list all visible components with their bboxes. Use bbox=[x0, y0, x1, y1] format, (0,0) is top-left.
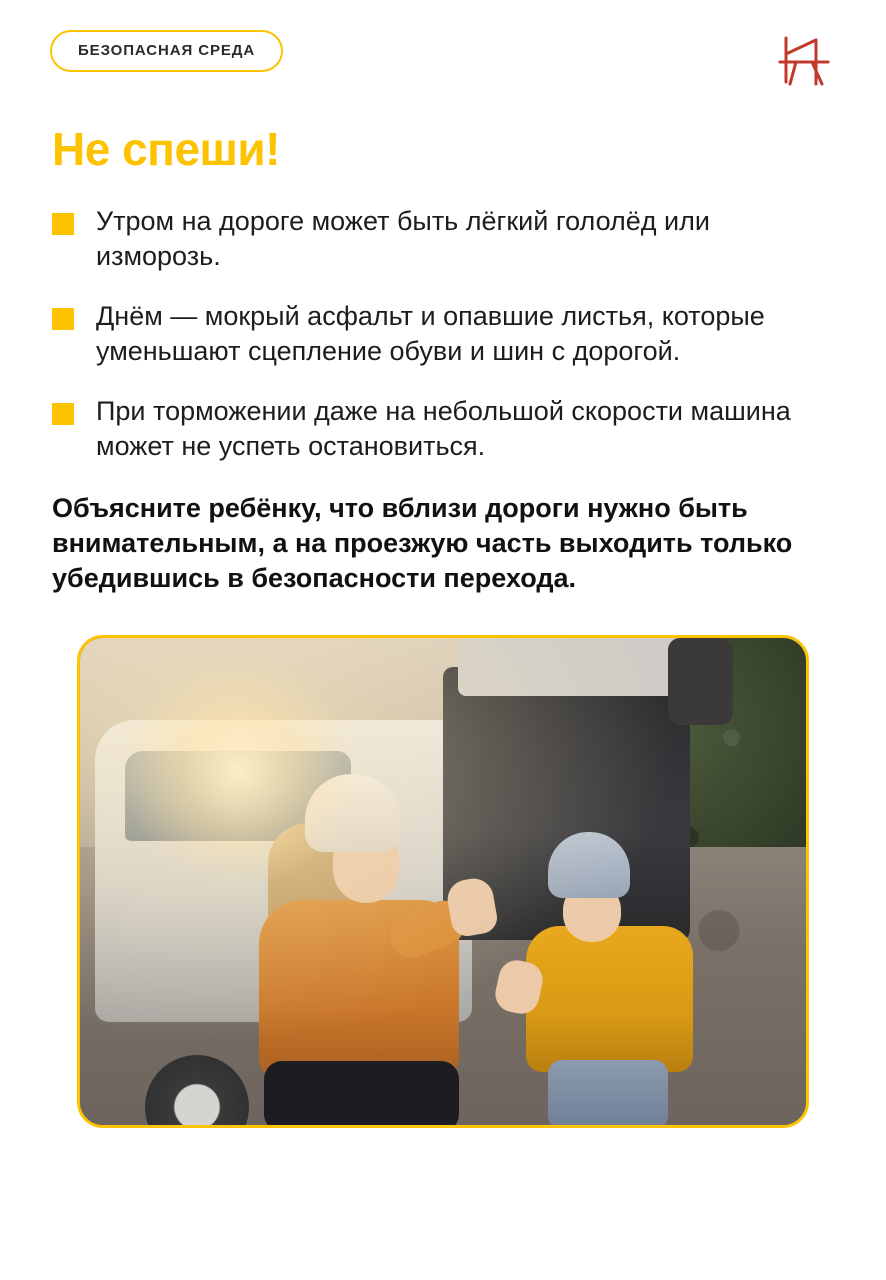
photo-child bbox=[523, 832, 705, 1124]
list-item bbox=[52, 299, 842, 368]
list-item-text: Днём — мокрый асфальт и опавшие листья, которые уменьшают сцепление обуви и шин с дорогой. bbox=[96, 301, 765, 366]
page-title: Не спеши! bbox=[52, 123, 280, 175]
photo-car-trunk-lid bbox=[458, 638, 690, 696]
square-bullet-icon bbox=[52, 213, 74, 235]
list-item-text: При торможении даже на небольшой скорости машина может не успеть остановиться. bbox=[96, 396, 791, 461]
photo-child-hat bbox=[548, 832, 630, 898]
category-badge: БЕЗОПАСНАЯ СРЕДА bbox=[50, 30, 283, 72]
photo-child-jacket bbox=[526, 926, 693, 1072]
square-bullet-icon bbox=[52, 308, 74, 330]
photo-woman-legs bbox=[264, 1061, 459, 1124]
photo-illustration bbox=[80, 638, 806, 1125]
brand-logo-icon bbox=[772, 32, 834, 94]
photo-background-person bbox=[668, 638, 733, 726]
square-bullet-icon bbox=[52, 403, 74, 425]
header bbox=[0, 0, 886, 94]
advice-paragraph: Объясните ребёнку, что вблизи дороги нужно быть внимательным, а на проезжую часть выходить только убедившись в безопасности перехода. bbox=[52, 493, 793, 594]
list-item bbox=[52, 394, 842, 463]
list-item-text: Утром на дороге может быть лёгкий гололёд или изморозь. bbox=[96, 206, 710, 271]
photo-child-legs bbox=[548, 1060, 668, 1124]
photo-frame bbox=[77, 635, 809, 1128]
bullet-list bbox=[0, 204, 886, 463]
list-item bbox=[52, 204, 842, 273]
photo-sun-flare bbox=[124, 657, 354, 887]
